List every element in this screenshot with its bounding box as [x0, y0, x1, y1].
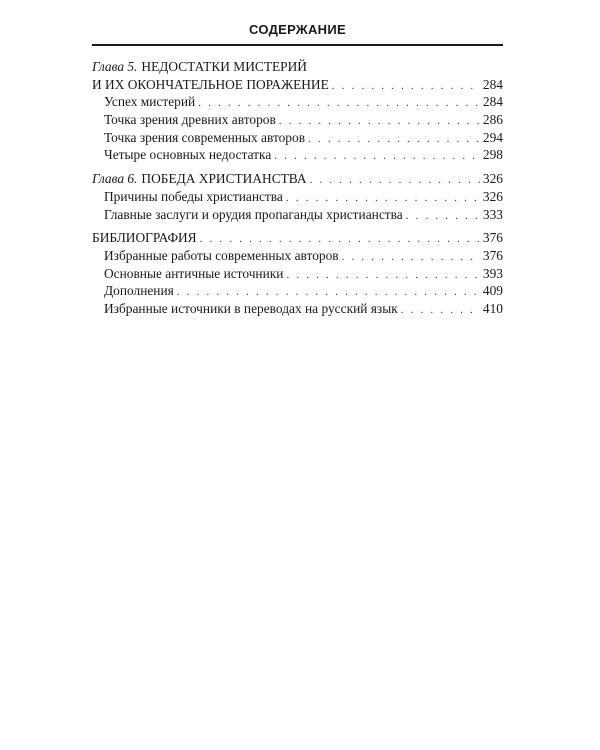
toc-entry[interactable]: [92, 247, 503, 265]
dot-leader: [310, 172, 480, 190]
page-number: 393: [482, 265, 503, 281]
bibliography-heading[interactable]: [92, 229, 503, 247]
dot-leader: [332, 78, 480, 96]
page-number: 294: [482, 129, 503, 145]
page-number: 284: [482, 76, 503, 92]
toc-section-bibliography: [92, 229, 503, 317]
dot-leader: [274, 148, 480, 166]
page-number: 326: [482, 188, 503, 204]
chapter-5-title-line-1: НЕДОСТАТКИ МИСТЕРИЙ: [141, 59, 307, 74]
chapter-6-label: Глава 6.: [92, 171, 138, 187]
table-of-contents: [92, 58, 503, 324]
header-rule: [92, 44, 503, 46]
dot-leader: [406, 208, 480, 226]
page-number: 409: [482, 283, 503, 299]
chapter-5-label: Глава 5.: [92, 59, 138, 74]
chapter-5-heading-line-2[interactable]: [92, 76, 503, 94]
dot-leader: [279, 113, 480, 131]
entry-title: Главные заслуги и орудия пропаганды христианства: [104, 206, 403, 222]
toc-entry[interactable]: [92, 111, 503, 129]
page-number: 410: [482, 300, 503, 316]
chapter-5-title-line-2: И ИХ ОКОНЧАТЕЛЬНОЕ ПОРАЖЕНИЕ: [92, 76, 329, 92]
entry-title: Причины победы христианства: [104, 188, 283, 204]
entry-title: Успех мистерий: [104, 94, 196, 110]
entry-title: Точка зрения древних авторов: [104, 112, 276, 128]
page-number: 326: [482, 171, 503, 187]
page-number: 333: [482, 206, 503, 222]
bibliography-title: БИБЛИОГРАФИЯ: [92, 230, 197, 246]
entry-title: Избранные работы современных авторов: [104, 247, 339, 263]
dot-leader: [308, 131, 480, 149]
page-number: 376: [482, 230, 503, 246]
dot-leader: [342, 249, 480, 267]
toc-section-chapter-5: [92, 58, 503, 164]
entry-title: Дополнения: [104, 283, 174, 299]
entry-title: Четыре основных недостатка: [104, 147, 272, 163]
toc-entry[interactable]: [92, 93, 503, 111]
page-number: 284: [482, 94, 503, 110]
toc-entry[interactable]: [92, 188, 503, 206]
running-head: СОДЕРЖАНИЕ: [249, 22, 346, 37]
chapter-6-title: ПОБЕДА ХРИСТИАНСТВА: [141, 171, 307, 187]
chapter-6-heading[interactable]: [92, 170, 503, 188]
page-number: 286: [482, 112, 503, 128]
toc-entry[interactable]: [92, 282, 503, 300]
entry-title: Точка зрения современных авторов: [104, 129, 306, 145]
page-number: 376: [482, 247, 503, 263]
entry-title: Основные античные источники: [104, 265, 284, 281]
chapter-5-heading-line-1: [92, 58, 503, 76]
dot-leader: [286, 267, 479, 285]
page-number: 298: [482, 147, 503, 163]
toc-entry[interactable]: [92, 206, 503, 224]
entry-title: Избранные источники в переводах на русский язык: [104, 300, 398, 316]
toc-entry[interactable]: [92, 129, 503, 147]
toc-entry[interactable]: [92, 265, 503, 283]
toc-section-chapter-6: [92, 170, 503, 223]
toc-entry[interactable]: [92, 300, 503, 318]
dot-leader: [401, 302, 480, 320]
toc-entry[interactable]: [92, 146, 503, 164]
